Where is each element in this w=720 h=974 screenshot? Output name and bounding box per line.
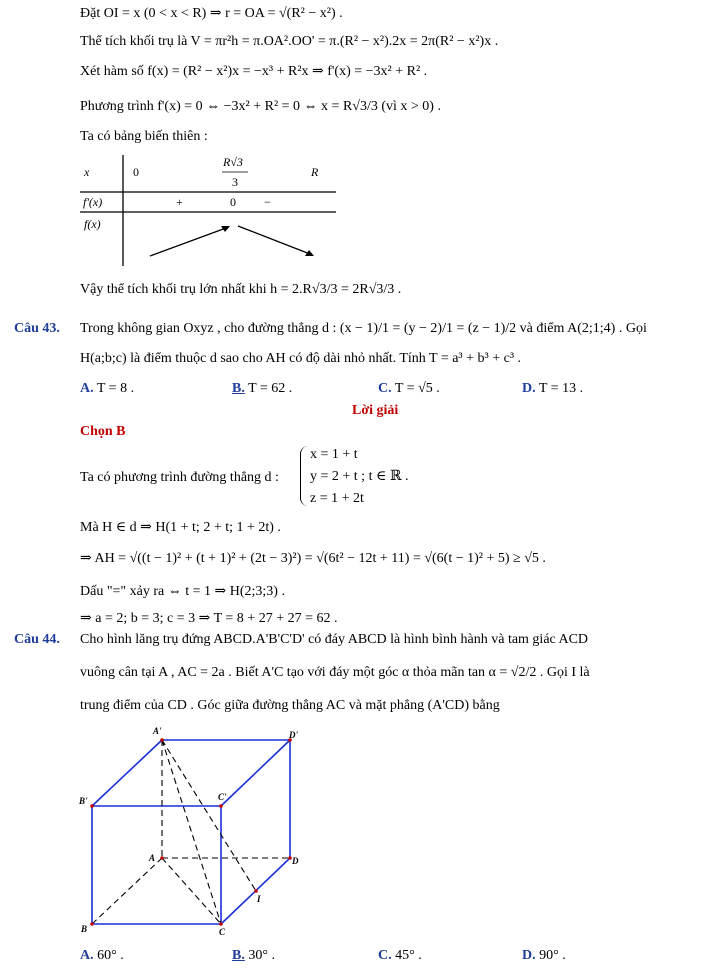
table-zero: 0 bbox=[133, 165, 139, 179]
q43-option-c[interactable]: C. T = √5 . bbox=[378, 381, 440, 396]
prism-figure bbox=[75, 722, 315, 940]
fig-label-I: I bbox=[257, 894, 261, 904]
q43-solution-title: Lời giải bbox=[352, 403, 399, 418]
q44-label: Câu 44. bbox=[14, 632, 60, 647]
prev-conclusion: Vậy thể tích khối trụ lớn nhất khi h = 2.R√3/3 = 2R√3/3 . bbox=[80, 282, 402, 297]
q44-option-a[interactable]: A. 60° . bbox=[80, 948, 124, 963]
table-fprime-label: f'(x) bbox=[83, 195, 103, 209]
fig-label-B: B bbox=[81, 924, 88, 934]
fig-label-A1: A' bbox=[153, 726, 162, 736]
fig-label-C1: C' bbox=[218, 792, 227, 802]
q43-system-brace bbox=[300, 446, 309, 506]
fig-label-B1: B' bbox=[79, 796, 88, 806]
q43-text-1: Trong không gian Oxyz , cho đường thẳng d : (x − 1)/1 = (y − 2)/1 = (z − 1)/2 và điểm A(2;1;4) . Gọi bbox=[80, 321, 647, 336]
q43-text-2: H(a;b;c) là điểm thuộc d sao cho AH có độ dài nhỏ nhất. Tính T = a³ + b³ + c³ . bbox=[80, 351, 522, 366]
q43-system-1: x = 1 + t bbox=[310, 447, 358, 462]
fig-label-A: A bbox=[149, 853, 156, 863]
q43-step-4: Dấu "=" xảy ra ⇔ t = 1 ⇒ H(2;3;3) . bbox=[80, 584, 285, 599]
q43-chosen: Chọn B bbox=[80, 424, 126, 439]
q44-option-b[interactable]: B. 30° . bbox=[232, 948, 275, 963]
q44-option-c[interactable]: C. 45° . bbox=[378, 948, 422, 963]
q43-step-3: ⇒ AH = √((t − 1)² + (t + 1)² + (2t − 3)²) = √(6t² − 12t + 11) = √(6(t − 1)² + 5) ≥ √5 . bbox=[80, 551, 546, 566]
q44-text-3: trung điểm của CD . Góc giữa đường thẳng AC và mặt phẳng (A'CD) bằng bbox=[80, 698, 500, 713]
fig-label-D1: D' bbox=[289, 730, 298, 740]
table-f-label: f(x) bbox=[84, 217, 101, 231]
decrease-arrow bbox=[238, 226, 310, 254]
prev-line-5: Ta có bảng biến thiên : bbox=[80, 129, 208, 144]
table-mid-num: R√3 bbox=[223, 155, 243, 169]
q44-text-1: Cho hình lăng trụ đứng ABCD.A'B'C'D' có đáy ABCD là hình bình hành và tam giác ACD bbox=[80, 632, 589, 647]
table-plus: + bbox=[176, 195, 183, 209]
variation-table bbox=[78, 150, 340, 268]
increase-arrow bbox=[150, 228, 226, 256]
table-zero-2: 0 bbox=[230, 195, 236, 209]
q43-system-2: y = 2 + t ; t ∈ ℝ . bbox=[310, 469, 409, 484]
q43-system-3: z = 1 + 2t bbox=[310, 491, 364, 506]
fig-label-D: D bbox=[292, 856, 299, 866]
q43-option-b[interactable]: B. T = 62 . bbox=[232, 381, 293, 396]
prev-line-4: Phương trình f'(x) = 0 ⇔ −3x² + R² = 0 ⇔ x = R√3/3 (vì x > 0) . bbox=[80, 99, 441, 114]
q43-label: Câu 43. bbox=[14, 321, 60, 336]
q44-text-2: vuông cân tại A , AC = 2a . Biết A'C tạo với đáy một góc α thỏa mãn tan α = √2/2 . Gọi I là bbox=[80, 665, 590, 680]
q43-step-2: Mà H ∈ d ⇒ H(1 + t; 2 + t; 1 + 2t) . bbox=[80, 520, 281, 535]
q44-option-d[interactable]: D. 90° . bbox=[522, 948, 566, 963]
table-x-label: x bbox=[84, 165, 90, 179]
q43-option-a[interactable]: A. T = 8 . bbox=[80, 381, 135, 396]
prev-line-1: Đặt OI = x (0 < x < R) ⇒ r = OA = √(R² − x²) . bbox=[80, 6, 343, 21]
table-mid-den: 3 bbox=[232, 175, 238, 189]
prev-line-2: Thể tích khối trụ là V = πr²h = π.OA².OO' = π.(R² − x²).2x = 2π(R² − x²)x . bbox=[80, 34, 499, 49]
q43-step-1: Ta có phương trình đường thẳng d : bbox=[80, 470, 279, 485]
q43-option-d[interactable]: D. T = 13 . bbox=[522, 381, 584, 396]
table-R: R bbox=[311, 165, 319, 179]
fig-label-C: C bbox=[219, 927, 226, 937]
table-minus: − bbox=[264, 195, 271, 209]
q43-step-5: ⇒ a = 2; b = 3; c = 3 ⇒ T = 8 + 27 + 27 = 62 . bbox=[80, 611, 338, 626]
prev-line-3: Xét hàm số f(x) = (R² − x²)x = −x³ + R²x ⇒ f'(x) = −3x² + R² . bbox=[80, 64, 428, 79]
